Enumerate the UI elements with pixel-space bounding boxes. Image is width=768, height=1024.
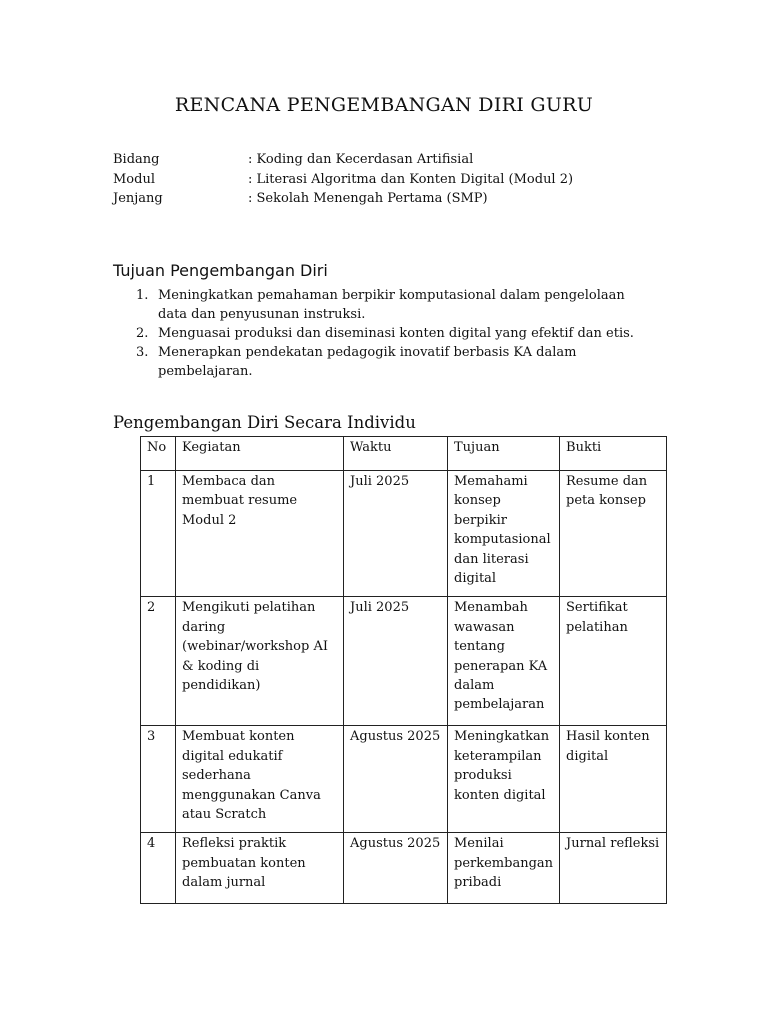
info-value: : Literasi Algoritma dan Konten Digital (Modul 2) (248, 171, 574, 187)
cell-waktu: Agustus 2025 (344, 833, 448, 904)
list-number-text: 2. (136, 326, 149, 341)
goals-list (113, 286, 653, 381)
cell-no: 3 (141, 726, 176, 833)
cell-no: 2 (141, 597, 176, 726)
goals-heading: Tujuan Pengembangan Diri (113, 261, 328, 280)
cell-waktu: Juli 2025 (344, 471, 448, 597)
list-item (113, 343, 653, 381)
cell-bukti: Jurnal refleksi (560, 833, 667, 904)
list-number (113, 324, 158, 343)
cell-bukti: Hasil konten digital (560, 726, 667, 833)
cell-no: 1 (141, 471, 176, 597)
cell-bukti: Sertifikat pelatihan (560, 597, 667, 726)
cell-waktu: Agustus 2025 (344, 726, 448, 833)
list-number-text: 1. (136, 288, 149, 303)
cell-waktu: Juli 2025 (344, 597, 448, 726)
table-row (141, 833, 667, 904)
development-table (140, 436, 667, 904)
header-cell-waktu: Waktu (344, 437, 448, 471)
cell-kegiatan: Membaca dan membuat resume Modul 2 (176, 471, 344, 597)
individual-heading: Pengembangan Diri Secara Individu (113, 413, 416, 432)
cell-tujuan: Memahami konsep berpikir komputasional dan literasi digital (448, 471, 560, 597)
cell-no: 4 (141, 833, 176, 904)
table-row (141, 597, 667, 726)
cell-bukti: Resume dan peta konsep (560, 471, 667, 597)
header-cell-tujuan: Tujuan (448, 437, 560, 471)
table-header-row (141, 437, 667, 471)
info-label: Modul (113, 171, 155, 187)
info-label: Jenjang (113, 191, 163, 206)
list-number-text: 3. (136, 345, 149, 360)
cell-kegiatan: Membuat konten digital edukatif sederhana menggunakan Canva atau Scratch (176, 726, 344, 833)
header-cell-no: No (141, 437, 176, 471)
list-item (113, 286, 653, 324)
table-row (141, 471, 667, 597)
cell-tujuan: Menambah wawasan tentang penerapan KA dalam pembelajaran (448, 597, 560, 726)
info-value: : Koding dan Kecerdasan Artifisial (248, 152, 474, 167)
table-row (141, 726, 667, 833)
document-title: RENCANA PENGEMBANGAN DIRI GURU (174, 94, 594, 116)
cell-tujuan: Meningkatkan keterampilan produksi konten digital (448, 726, 560, 833)
info-row-modul (113, 172, 573, 192)
cell-kegiatan: Mengikuti pelatihan daring (webinar/workshop AI & koding di pendidikan) (176, 597, 344, 726)
cell-tujuan: Menilai perkembangan pribadi (448, 833, 560, 904)
list-text: Menerapkan pendekatan pedagogik inovatif berbasis KA dalam pembelajaran. (158, 345, 577, 379)
info-row-jenjang (113, 191, 573, 211)
list-text: Meningkatkan pemahaman berpikir komputasional dalam pengelolaan data dan penyusunan instruksi. (158, 288, 625, 322)
cell-kegiatan: Refleksi praktik pembuatan konten dalam jurnal (176, 833, 344, 904)
list-text: Menguasai produksi dan diseminasi konten digital yang efektif dan etis. (158, 326, 634, 341)
list-number (113, 286, 158, 324)
info-label: Bidang (113, 152, 160, 167)
header-cell-bukti: Bukti (560, 437, 667, 471)
info-value: : Sekolah Menengah Pertama (SMP) (248, 191, 488, 206)
info-block (113, 152, 573, 211)
header-cell-kegiatan: Kegiatan (176, 437, 344, 471)
info-row-bidang (113, 152, 573, 172)
list-item (113, 324, 653, 343)
list-number (113, 343, 158, 381)
